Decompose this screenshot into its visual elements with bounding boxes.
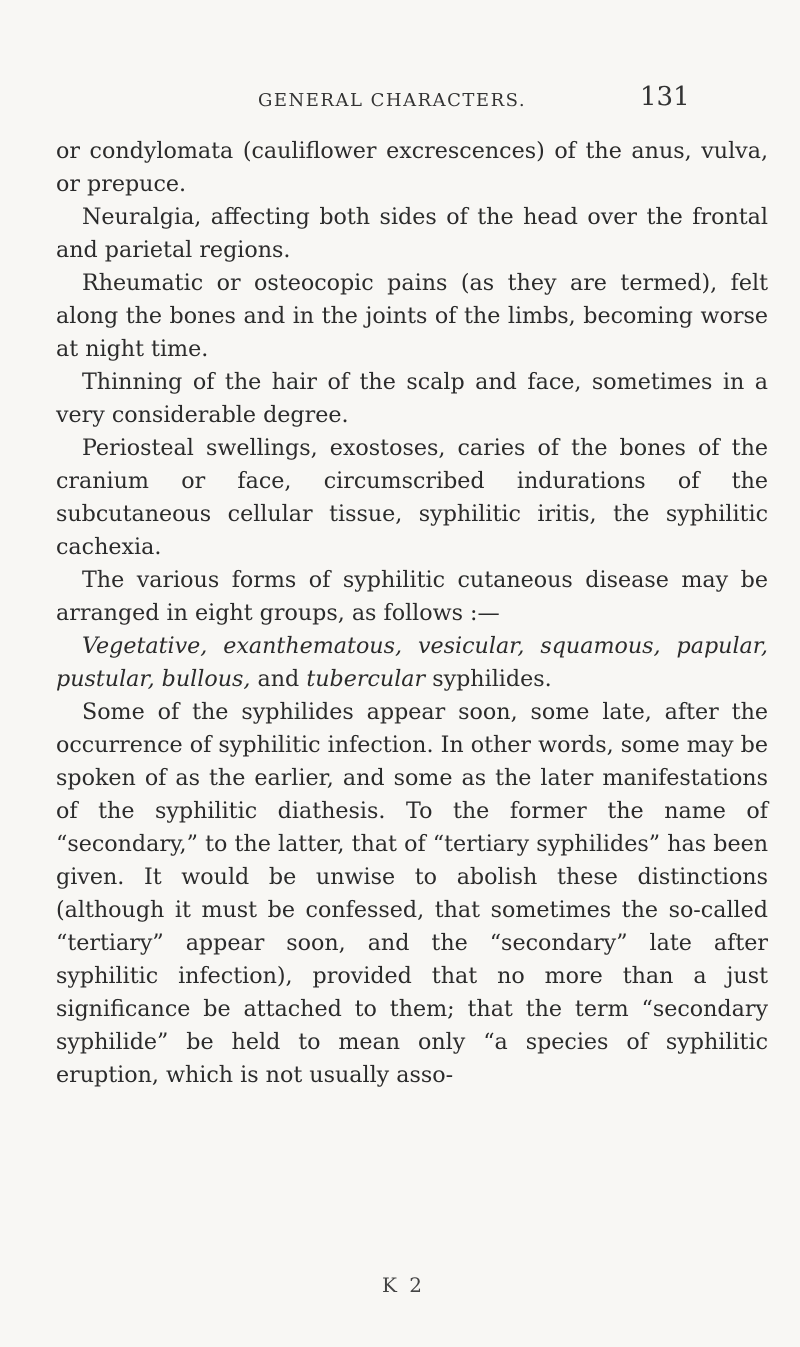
paragraph-1: or condylomata (cauliflower excrescences) of the anus, vulva, or prepuce. [56, 138, 768, 197]
paragraph-groups [56, 630, 768, 696]
page-number: 131 [640, 82, 690, 112]
groups-last-italic: tubercular [306, 666, 426, 692]
groups-and: and [257, 666, 300, 692]
running-title: GENERAL CHARACTERS. [258, 90, 527, 111]
paragraph-4: Thinning of the hair of the scalp and face, sometimes in a very considerable degree. [56, 369, 768, 428]
groups-tail: syphilides. [432, 666, 552, 692]
paragraph-2: Neuralgia, affecting both sides of the head over the frontal and parietal regions. [56, 204, 768, 263]
body-text [56, 135, 768, 1092]
signature-mark: K 2 [382, 1273, 426, 1297]
paragraph-6: The various forms of syphilitic cutaneous disease may be arranged in eight groups, as follows :— [56, 567, 768, 626]
groups-italic-list: Vegetative, exanthematous, vesicular, squamous, papular, pustular, bullous, [56, 633, 768, 692]
paragraph-3: Rheumatic or osteocopic pains (as they are termed), felt along the bones and in the joints of the limbs, becoming worse at night time. [56, 270, 768, 362]
paragraph-8: Some of the syphilides appear soon, some late, after the occurrence of syphilitic infection. In other words, some may be spoken of as the earlier, and some as the later manifestations of the syphilitic diathesis. To the former the name of “secondary,” to the latter, that of “tertiary syphilides” has been given. It would be unwise to abolish these distinctions (although it must be confessed, that sometimes the so-called “tertiary” appear soon, and the “secondary” late after syphilitic infection), provided that no more than a just significance be attached to them; that the term “secondary syphilide” be held to mean only “a species of syphilitic eruption, which is not usually asso- [56, 699, 768, 1088]
paragraph-5: Periosteal swellings, exostoses, caries of the bones of the cranium or face, circumscribed indurations of the subcutaneous cellular tissue, syphilitic iritis, the syphilitic cachexia. [56, 435, 768, 560]
